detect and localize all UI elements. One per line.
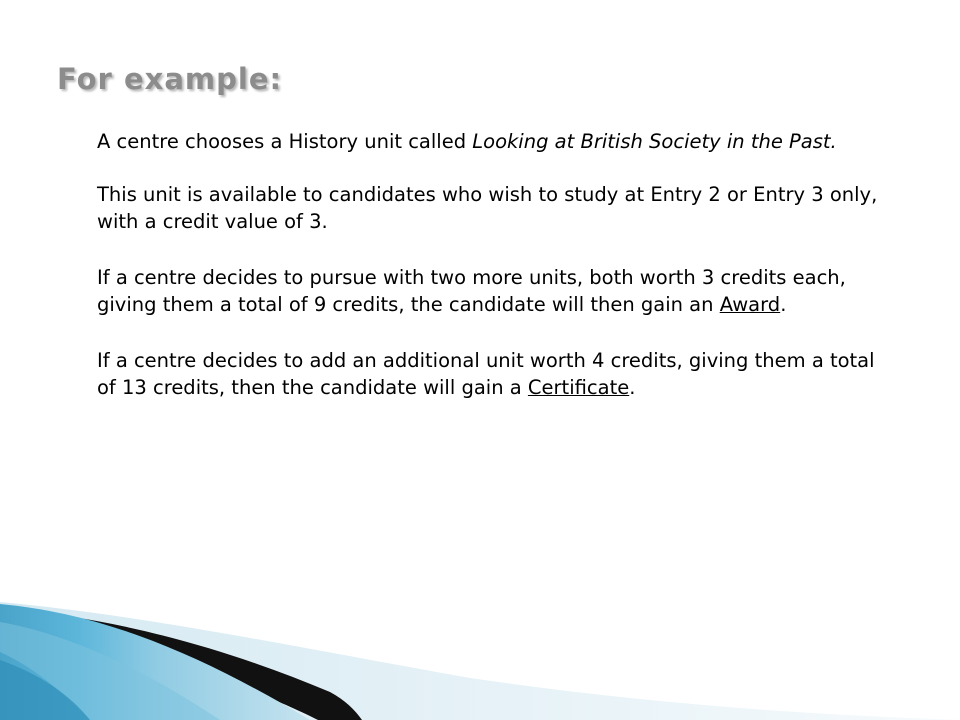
paragraph-text: If a centre decides to add an additional unit worth 4 credits, giving them a total of 13 credits, then the candidate will gain a [97, 349, 875, 399]
paragraph-punctuation: . [629, 376, 636, 399]
paragraph-text: A centre chooses a History unit called [97, 130, 473, 153]
decorative-wave-graphic [0, 600, 960, 720]
unit-title-italic: Looking at British Society in the Past. [472, 130, 837, 153]
paragraph-history-unit [97, 127, 897, 157]
slide-body [97, 127, 897, 430]
paragraph-award [97, 264, 897, 318]
paragraph-text: This unit is available to candidates who wish to study at Entry 2 or Entry 3 only, with a credit value of 3. [97, 183, 878, 233]
paragraph-certificate [97, 347, 897, 401]
paragraph-availability [97, 181, 897, 235]
paragraph-text: If a centre decides to pursue with two more units, both worth 3 credits each, giving them a total of 9 credits, the candidate will then gain an [97, 266, 846, 316]
award-term: Award [719, 293, 781, 316]
slide-title: For example: [57, 62, 283, 96]
certificate-term: Certificate [527, 376, 630, 399]
paragraph-punctuation: . [780, 293, 787, 316]
